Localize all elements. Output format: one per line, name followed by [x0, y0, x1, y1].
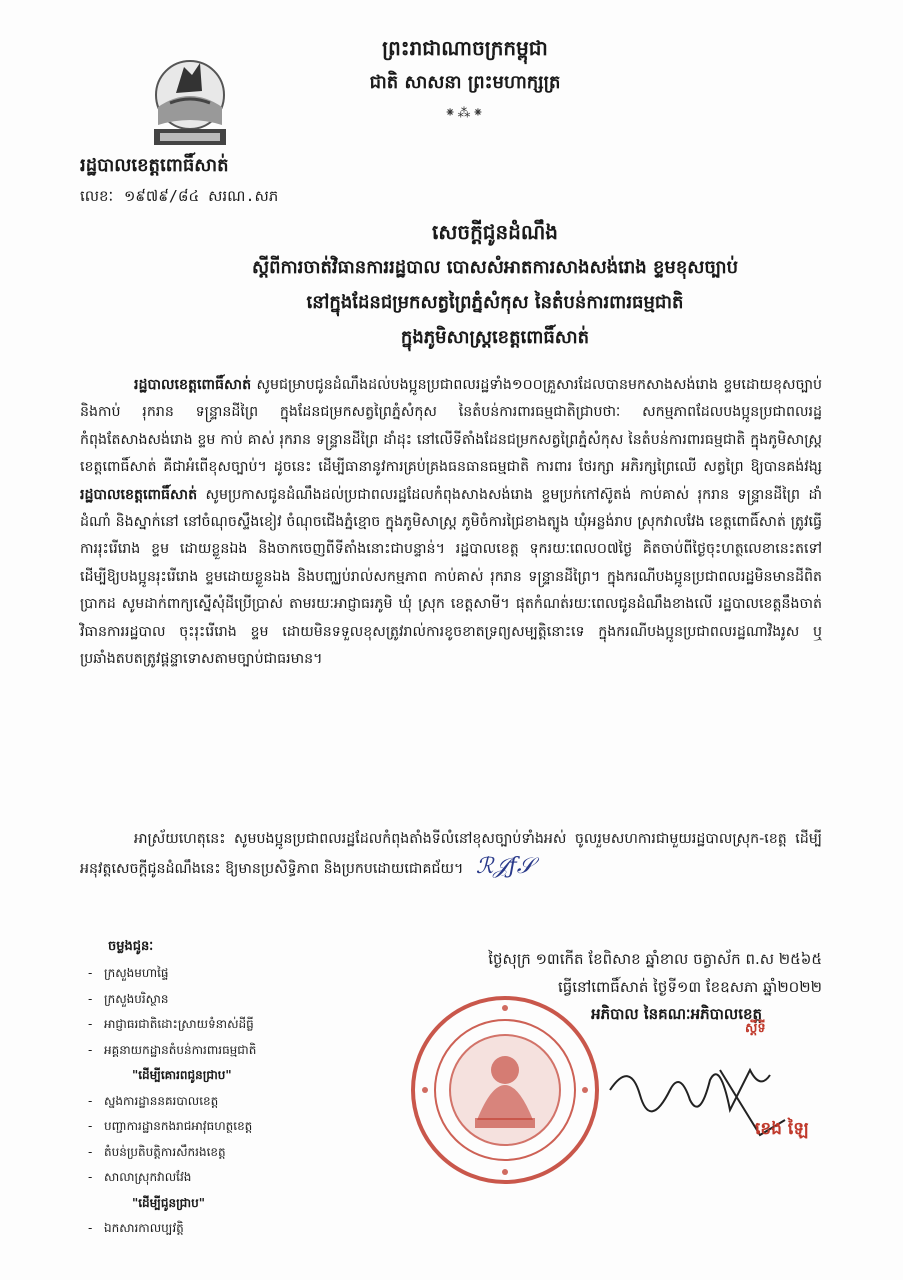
- list-item: - ក្រសួងមហាផ្ទៃ: [88, 966, 169, 980]
- signer-name: ខេង ឡៃ: [755, 1119, 809, 1139]
- kingdom-header: [300, 30, 630, 121]
- body-paragraph-2: [80, 826, 822, 884]
- list-item: - សាលាស្រុកវាលវែង: [88, 1170, 192, 1184]
- list-item: - ស្នងការដ្ឋាននគរបាលខេត្ត: [88, 1093, 219, 1108]
- signatory-title: អភិបាល នៃគណៈអភិបាលខេត្ត: [591, 1005, 762, 1023]
- copy-to-items: [88, 961, 338, 1242]
- emblem-logo-icon: [140, 45, 240, 155]
- list-item: - តំបន់ប្រតិបត្តិការសឹករងខេត្ត: [88, 1144, 226, 1159]
- ornament-divider-icon: ⁕⁂⁕: [444, 106, 486, 121]
- body-lead-office-2: រដ្ឋបាលខេត្តពោធិ៍សាត់: [80, 486, 198, 503]
- copy-to-list: [88, 938, 338, 1242]
- list-item: - បញ្ជាការដ្ឋានកងរាជអាវុធហត្ថខេត្ត: [88, 1119, 253, 1133]
- body-paragraph-1: [80, 372, 822, 673]
- body-lead-office: រដ្ឋបាលខេត្តពោធិ៍សាត់: [134, 377, 252, 393]
- list-item: - ឯកសារកាលប្បវត្តិ: [88, 1221, 184, 1235]
- handwritten-initials: ℛ𝒥ƒ𝒮: [475, 854, 534, 880]
- issuer-block: [80, 150, 278, 210]
- reference-label: លេខៈ: [80, 187, 114, 205]
- notice-subject-line-2: នៅក្នុងដែនជម្រកសត្វព្រៃភ្នំសំកុស នៃតំបន់ការពារធម្មជាតិ: [306, 292, 684, 313]
- copy-to-title: ចម្លងជូនៈ: [108, 939, 154, 954]
- body-paragraph-2-text: អាស្រ័យហេតុនេះ សូមបងប្អូនប្រជាពលរដ្ឋដែលកំពុងតាំងទីលំនៅខុសច្បាប់ទាំងអស់ ចូលរួមសហការជាមួយរដ្ឋបាលស្រុក-ខេត្ត ដើម្បីអនុវត្តសេចក្ដីជូនដំណឹងនេះ ឱ្យមានប្រសិទ្ធិភាព និងប្រកបដោយជោគជ័យ។: [80, 831, 822, 878]
- notice-subject-line-1: ស្ដីពីការចាត់វិធានការរដ្ឋបាល បោសសំអាតការសាងសង់រោង ខ្ទមខុសច្បាប់: [251, 257, 739, 278]
- reference-line: [80, 182, 278, 210]
- body-paragraph-1b-text: សូមប្រកាសជូនដំណឹងដល់ប្រជាពលរដ្ឋដែលកំពុងសាងសង់រោង ខ្ទមប្រក់កៅស៊ូតង់ កាប់គាស់ រុករាន ទន្ទ្រានដីព្រៃ ដាំដំណាំ និងស្នាក់នៅ នៅចំណុចស្ទឹងខៀវ ចំណុចជើងភ្នំខ្មោច ក្នុងភូមិសាស្ត្រ ភូមិចំការជ្រៃខាងត្បូង ឃុំអន្លង់រាប ស្រុកវាលវែង ខេត្តពោធិ៍សាត់ ត្រូវធ្វើការរុះរើរោង ខ្ទម ដោយខ្លួនឯង និងចាកចេញពីទីតាំងនោះជាបន្ទាន់។ រដ្ឋបាលខេត្ត ទុករយៈពេល០៧ថ្ងៃ គិតចាប់ពីថ្ងៃចុះហត្ថលេខានេះតទៅ ដើម្បីឱ្យបងប្អូនរុះរើរោង ខ្ទមដោយខ្លួនឯង និងបញ្ឈប់រាល់សកម្មភាព កាប់គាស់ រុករាន ទន្ទ្រានដីព្រៃ។ ក្នុងករណីបងប្អូនប្រជាពលរដ្ឋមិនមានដីពិតប្រាកដ សូមដាក់ពាក្យស្នើសុំដីប្រើប្រាស់ តាមរយៈអាជ្ញាធរភូមិ ឃុំ ស្រុក ខេត្តសាមី។ ផុតកំណត់រយៈពេលជូនដំណឹងខាងលើ រដ្ឋបាលខេត្តនឹងចាត់វិធានការរដ្ឋបាល ចុះរុះរើរោង ខ្ទម ដោយមិនទទួលខុសត្រូវរាល់ការខូចខាតទ្រព្យសម្បត្តិនោះទេ ក្នុងករណីបងប្អូនប្រជាពលរដ្ឋណាវិងរូស ឬប្រឆាំងតបតត្រូវផ្ដន្ទាទោសតាមច្បាប់ជាធរមាន។: [80, 486, 822, 668]
- kingdom-title: ព្រះរាជាណាចក្រកម្ពុជា: [382, 36, 548, 60]
- official-seal-icon: [405, 990, 605, 1190]
- notice-title: សេចក្ដីជូនដំណឹង: [432, 220, 558, 244]
- list-subheading: "ដើម្បីជូនជ្រាប": [132, 1195, 205, 1210]
- body-paragraph-1-text: សូមជម្រាបជូនដំណឹងដល់បងប្អូនប្រជាពលរដ្ឋទាំង១០០គ្រួសារដែលបានមកសាងសង់រោង ខ្ទមដោយខុសច្បាប់ និងកាប់ រុករាន ទន្ទ្រានដីព្រៃ ក្នុងដែនជម្រកសត្វព្រៃភ្នំសំកុស នៃតំបន់ការពារធម្មជាតិជ្រាបថាៈ សកម្មភាពដែលបងប្អូនប្រជាពលរដ្ឋកំពុងតែសាងសង់រោង ខ្ទម កាប់ គាស់ រុករាន ទន្ទ្រានដីព្រៃ ដាំដុះ នៅលើទីតាំងដែនជម្រកសត្វព្រៃភ្នំសំកុស នៃតំបន់ការពារធម្មជាតិ ក្នុងភូមិសាស្ត្រខេត្តពោធិ៍សាត់ គឺជាអំពើខុសច្បាប់។ ដូចនេះ ដើម្បីធានានូវការគ្រប់គ្រងធនធានធម្មជាតិ ការពារ ថែរក្សា អភិរក្សព្រៃឈើ សត្វព្រៃ ឱ្យបានគង់វង្ស: [80, 377, 823, 476]
- notice-title-block: [140, 215, 850, 355]
- lunar-date: ថ្ងៃសុក្រ ១៣កើត ខែពិសាខ ឆ្នាំខាល ចត្វាស័ក ព.ស ២៥៦៥: [488, 950, 822, 968]
- list-item: - ក្រសួងបរិស្ថាន: [88, 991, 169, 1006]
- acting-tag: ស្ដីទី: [745, 1021, 766, 1036]
- reference-number: ១៩៧៩/៨៤ សរណ.សភ: [123, 187, 279, 205]
- national-motto: ជាតិ សាសនា ព្រះមហាក្សត្រ: [369, 72, 561, 93]
- notice-subject-line-3: ក្នុងភូមិសាស្ត្រខេត្តពោធិ៍សាត់: [400, 327, 590, 348]
- list-item: - អគ្គនាយកដ្ឋានតំបន់ការពារធម្មជាតិ: [88, 1042, 257, 1057]
- list-item: - អាជ្ញាធរជាតិដោះស្រាយទំនាស់ដីធ្លី: [88, 1017, 254, 1031]
- list-subheading: "ដើម្បីគោរពជូនជ្រាប": [132, 1068, 232, 1082]
- issuer-office: រដ្ឋបាលខេត្តពោធិ៍សាត់: [80, 155, 229, 176]
- solar-date: ធ្វើនៅពោធិ៍សាត់ ថ្ងៃទី១៣ ខែឧសភា ឆ្នាំ២០២២: [557, 978, 822, 996]
